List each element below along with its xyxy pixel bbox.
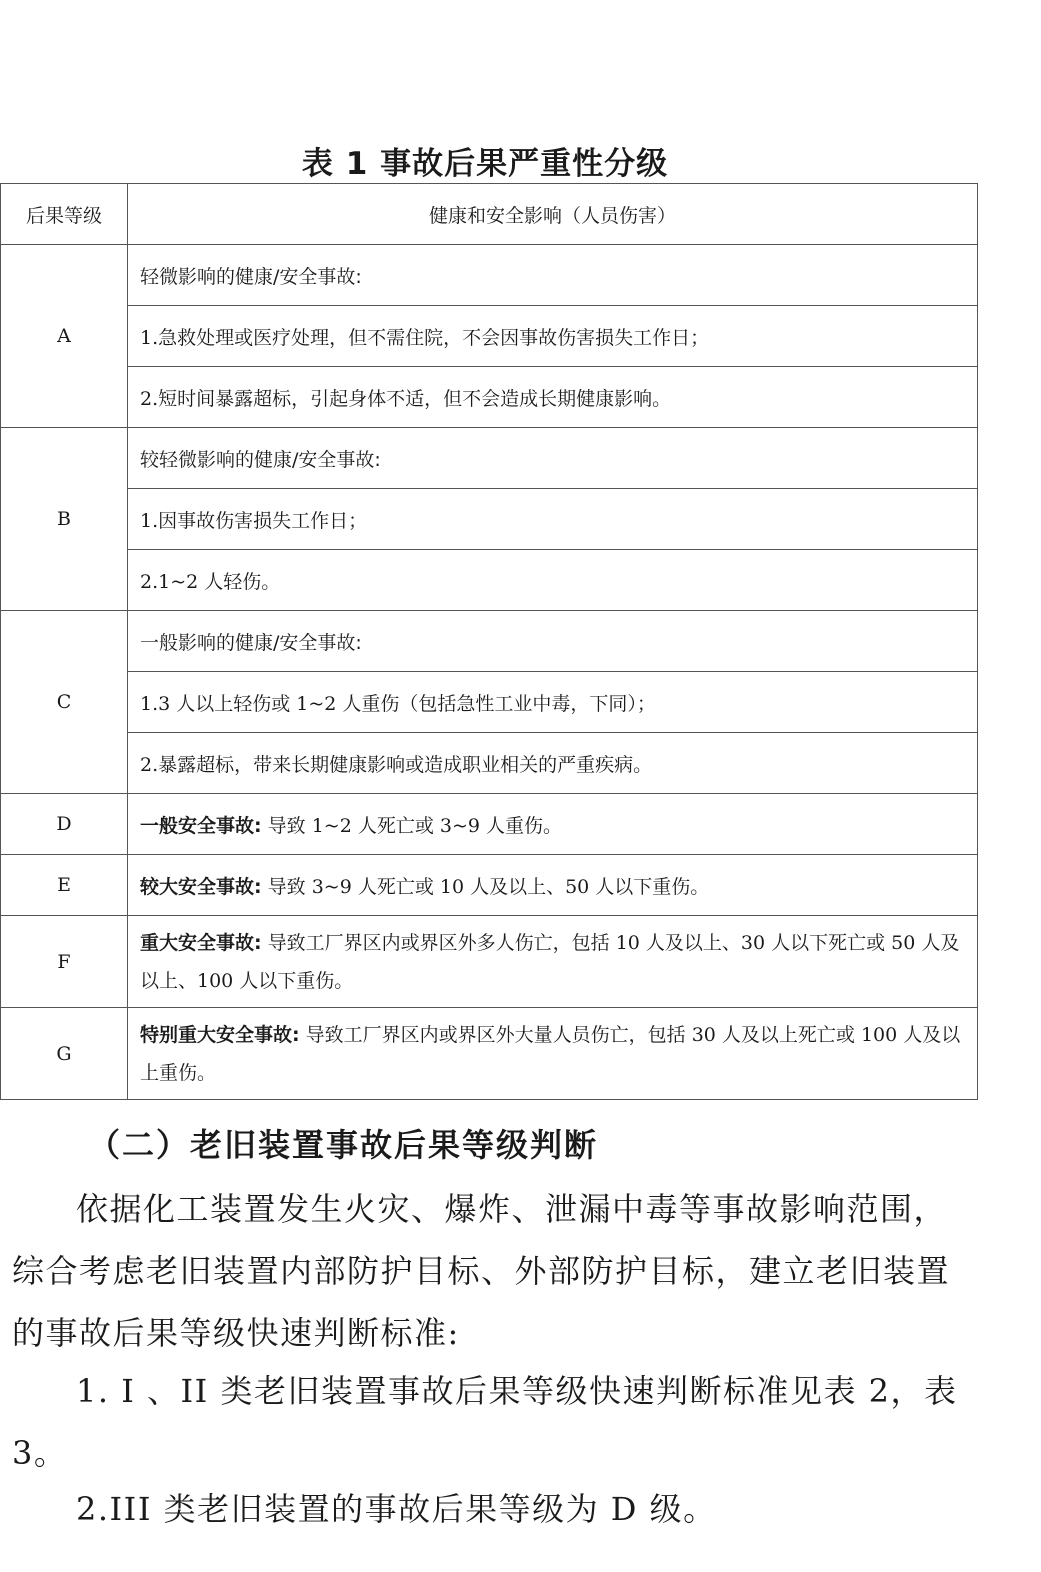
category-title: 轻微影响的健康/安全事故: [128, 245, 978, 306]
impact-cell [128, 855, 978, 916]
category-title: 一般影响的健康/安全事故: [128, 611, 978, 672]
table-row [1, 550, 978, 611]
table-row [1, 428, 978, 489]
table-row [1, 672, 978, 733]
category-text: 导致 3~9 人死亡或 10 人及以上、50 人以下重伤。 [261, 875, 710, 898]
impact-cell [128, 794, 978, 855]
grade-column-header: 后果等级 [1, 184, 128, 245]
body-paragraph: 依据化工装置发生火灾、爆炸、泄漏中毒等事故影响范围，综合考虑老旧装置内部防护目标、外部防护目标，建立老旧装置的事故后果等级快速判断标准: [12, 1190, 951, 1352]
table-row [1, 367, 978, 428]
category-title: 较轻微影响的健康/安全事故: [128, 428, 978, 489]
impact-column-header: 健康和安全影响（人员伤害） [128, 184, 978, 245]
table-title: 表 1 事故后果严重性分级 [301, 146, 669, 182]
impact-item: 1.急救处理或医疗处理，但不需住院，不会因事故伤害损失工作日； [128, 306, 978, 367]
category-text: 导致 1~2 人死亡或 3~9 人重伤。 [261, 814, 563, 837]
impact-cell [128, 916, 978, 1008]
category-label: 特别重大安全事故: [140, 1023, 300, 1046]
grade-cell: E [1, 855, 128, 916]
category-text: 导致工厂界区内或界区外多人伤亡，包括 10 人及以上、30 人以下死亡或 50 人及以上、100 人以下重伤。 [140, 931, 960, 992]
impact-item: 1.因事故伤害损失工作日； [128, 489, 978, 550]
severity-table [0, 183, 978, 1100]
table-row [1, 794, 978, 855]
grade-cell: B [1, 428, 128, 611]
grade-cell: A [1, 245, 128, 428]
table-row [1, 245, 978, 306]
grade-cell: C [1, 611, 128, 794]
grade-cell: F [1, 916, 128, 1008]
impact-item: 2.暴露超标，带来长期健康影响或造成职业相关的严重疾病。 [128, 733, 978, 794]
body-paragraph: 2.III 类老旧装置的事故后果等级为 D 级。 [76, 1490, 717, 1528]
table-row [1, 733, 978, 794]
impact-item: 1.3 人以上轻伤或 1~2 人重伤（包括急性工业中毒，下同）； [128, 672, 978, 733]
category-label: 较大安全事故: [140, 875, 262, 898]
grade-cell: G [1, 1008, 128, 1100]
table-row [1, 611, 978, 672]
category-label: 一般安全事故: [140, 814, 262, 837]
category-text: 导致工厂界区内或界区外大量人员伤亡，包括 30 人及以上死亡或 100 人及以上重伤。 [140, 1023, 961, 1084]
body-paragraph: 1. I 、II 类老旧装置事故后果等级快速判断标准见表 2，表 3。 [12, 1372, 958, 1472]
impact-item: 2.短时间暴露超标，引起身体不适，但不会造成长期健康影响。 [128, 367, 978, 428]
impact-cell [128, 1008, 978, 1100]
table-row [1, 1008, 978, 1100]
category-label: 重大安全事故: [140, 931, 262, 954]
impact-item: 2.1~2 人轻伤。 [128, 550, 978, 611]
grade-cell: D [1, 794, 128, 855]
table-row [1, 489, 978, 550]
table-row [1, 916, 978, 1008]
table-header-row [1, 184, 978, 245]
table-row [1, 306, 978, 367]
table-row [1, 855, 978, 916]
section-heading: （二）老旧装置事故后果等级判断 [88, 1126, 599, 1164]
